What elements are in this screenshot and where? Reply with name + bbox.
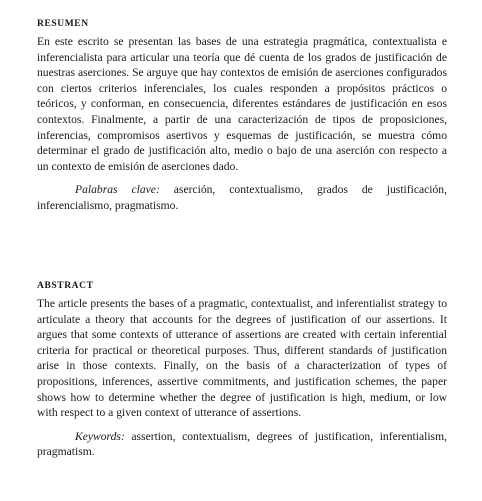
resumen-keywords-label: Palabras clave: bbox=[75, 183, 160, 197]
abstract-keywords-label: Keywords: bbox=[75, 429, 125, 443]
abstract-keywords-list: assertion, contextualism, degrees of justification, inferentialism, pragmatism. bbox=[37, 429, 447, 459]
resumen-keywords bbox=[37, 182, 447, 213]
abstract-section bbox=[37, 280, 447, 460]
resumen-section bbox=[37, 18, 447, 214]
resumen-heading: RESUMEN bbox=[37, 19, 89, 29]
abstract-keywords bbox=[37, 429, 447, 460]
resumen-keywords-list: aserción, contextualismo, grados de justificación, inferencialismo, pragmatismo. bbox=[37, 183, 447, 212]
abstract-body: The article presents the bases of a pragmatic, contextualist, and inferentialist strategy to articulate a theory that accounts for the degrees of justification of our assertions. It argues that some contexts of utterance of assertions are created with certain inferential criteria for practical or theoretical purposes. Thus, different standards of justification arise in those contexts. Finally, on the basis of a characterization of types of propositions, inferences, assertive commitments, and justification schemes, the paper shows how to determine whether the degree of justification is high, medium, or low with respect to a given context of utterance of assertions. bbox=[37, 297, 447, 420]
resumen-body: En este escrito se presentan las bases de una estrategia pragmática, contextualista e inferencialista para articular una teoría que dé cuenta de los grados de justificación de nuestras aserciones. Se arguye que hay contextos de emisión de aserciones configurados con ciertos criterios inferenciales, los cuales responden a propósitos prácticos o teóricos, y conforman, en consecuencia, diferentes estándares de justificación en esos contextos. Finalmente, a partir de una caracterización de tipos de proposiciones, inferencias, compromisos asertivos y esquemas de justificación, se muestra cómo determinar el grado de justificación alto, medio o bajo de una aserción con respecto a un contexto de emisión de aserciones dado. bbox=[37, 35, 447, 173]
abstract-heading: ABSTRACT bbox=[37, 281, 94, 291]
